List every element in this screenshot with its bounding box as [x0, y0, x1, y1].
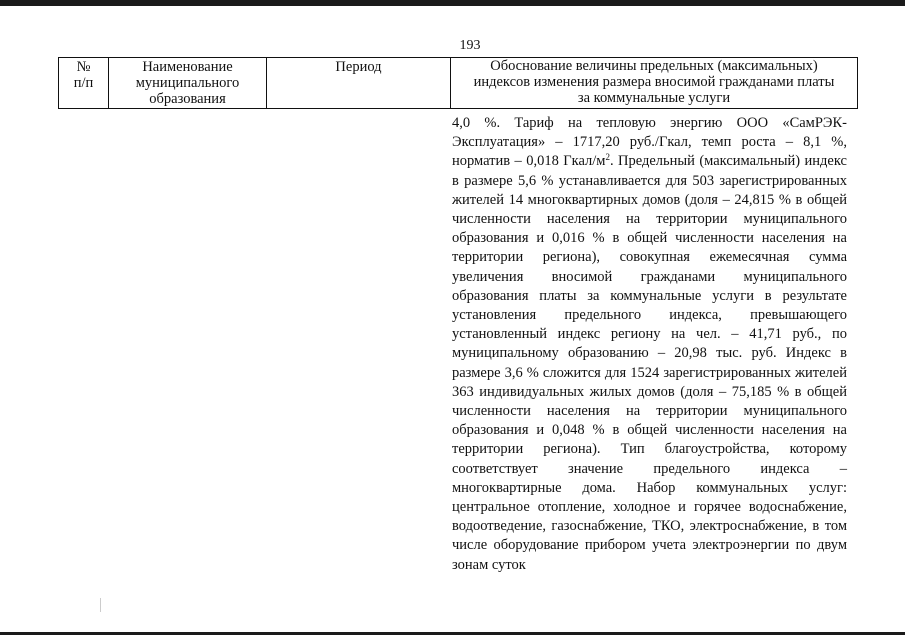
table-header [58, 57, 858, 109]
bottom-border-rule [0, 632, 905, 635]
justification-text-part-2: . Предельный (максимальный) индекс в размере 5,6 % устанавливается для 503 зарегистрированных жителей 14 многоквартирных домов (доля – 24,815 % в общей численности населения на территории муниципального образования и 0,016 % в общей численности населения на территории региона), совокупная ежемесячная сумма увеличения вносимой гражданами муниципального образования платы за коммунальные услуги в результате установления предельного индекса, превышающего установленный индекс региону на чел. – 41,71 руб., по муниципальному образованию – 20,98 тыс. руб. Индекс в размере 3,6 % сложится для 1524 зарегистрированных жителей 363 индивидуальных жилых домов (доля – 75,185 % в общей численности населения на территории муниципального образования и 0,048 % в общей численности населения на территории региона). Тип благоустройства, которому соответствует значение предельного индекса – многоквартирные дома. Набор коммунальных услуг: центральное отопление, холодное и горячее водоснабжение, водоотведение, газоснабжение, ТКО, электроснабжение, в том числе оборудование прибором учета электроэнергии по двум зонам суток [452, 153, 847, 573]
column-header-number: № п/п [59, 58, 109, 109]
column-header-justification: Обоснование величины предельных (максимальных) индексов изменения размера вносимой гражданами платы за коммунальные услуги [451, 58, 858, 109]
scan-mark [100, 598, 101, 612]
column-header-municipality: Наименование муниципального образования [109, 58, 267, 109]
top-border-rule [0, 0, 905, 6]
justification-text [452, 114, 847, 575]
superscript-square: 2 [605, 152, 610, 163]
justification-text-part-1: 4,0 %. Тариф на тепловую энергию ООО «СамРЭК-Эксплуатация» – 1717,20 руб./Гкал, темп роста – 8,1 %, норматив – 0,018 Гкал/м [452, 115, 847, 170]
page-number: 193 [459, 38, 481, 53]
table-header-row [59, 58, 858, 109]
column-header-period: Период [267, 58, 451, 109]
